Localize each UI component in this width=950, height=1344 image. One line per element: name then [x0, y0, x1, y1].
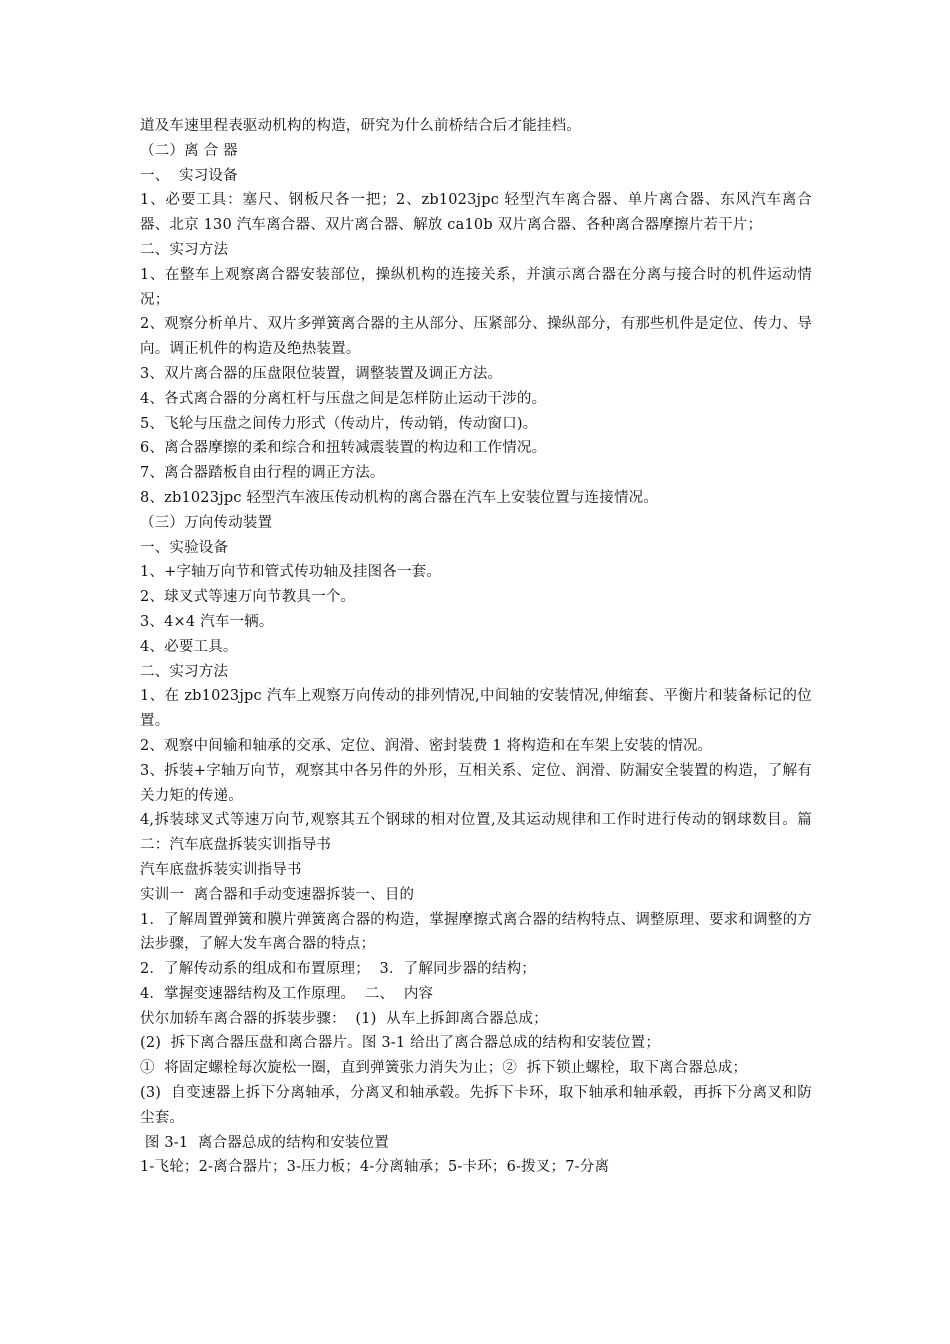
subsection-heading: 一、实验设备 — [140, 539, 229, 556]
text-line: 7、离合器踏板自由行程的调正方法。 — [140, 465, 385, 482]
text-line: 1、+字轴万向节和管式传功轴及挂图各一套。 — [140, 564, 442, 581]
document-title: 汽车底盘拆装实训指导书 — [140, 861, 302, 878]
text-line: 4．掌握变速器结构及工作原理。 二、 内容 — [140, 985, 434, 1002]
section-heading: 实训一 离合器和手动变速器拆装一、目的 — [140, 886, 415, 903]
text-line: 2、观察中间输和轴承的交承、定位、润滑、密封装费 1 将构造和在车架上安装的情况。 — [140, 737, 713, 754]
section-heading: （三）万向传动装置 — [140, 514, 273, 531]
text-line: 4、各式离合器的分离杠杆与压盘之间是怎样防止运动干涉的。 — [140, 390, 547, 407]
text-line: 8、zb1023jpc 轻型汽车液压传动机构的离合器在汽车上安装位置与连接情况。 — [140, 489, 659, 506]
subsection-heading: 二、实习方法 — [140, 663, 229, 680]
text-line: 6、离合器摩擦的柔和综合和扭转减震装置的构边和工作情况。 — [140, 440, 547, 457]
figure-caption: 图 3-1 离合器总成的结构和安装位置 — [140, 1134, 389, 1151]
text-line: 4、必要工具。 — [140, 638, 238, 655]
text-line: 2、观察分析单片、双片多弹簧离合器的主从部分、压紧部分、操纵部分，有那些机件是定位、传力、导向。调正机件的构造及绝热装置。 — [140, 316, 812, 358]
text-line: 2、球叉式等速万向节教具一个。 — [140, 589, 356, 606]
document-body — [140, 114, 812, 1180]
section-heading: （二）离 合 器 — [140, 142, 238, 159]
subsection-heading: 一、 实习设备 — [140, 167, 238, 184]
text-line: 1、在整车上观察离合器安装部位，操纵机构的连接关系，并演示离合器在分离与接合时的机件运动情况； — [140, 266, 812, 308]
text-line: 2．了解传动系的组成和布置原理； 3．了解同步器的结构； — [140, 961, 536, 978]
text-line: 4,拆装球叉式等速万向节,观察其五个钢球的相对位置,及其运动规律和工作时进行传动的钢球数目。篇二：汽车底盘拆装实训指导书 — [140, 812, 812, 854]
text-line: 1、必要工具：塞尺、钢板尺各一把；2、zb1023jpc 轻型汽车离合器、单片离合器、东风汽车离合器、北京 130 汽车离合器、双片离合器、解放 ca10b 双片离合器、各种离合器摩擦片若干片； — [140, 192, 812, 234]
text-line: 1-飞轮；2-离合器片；3-压力板；4-分离轴承；5-卡环；6-拨叉；7-分离 — [140, 1159, 610, 1176]
text-line: 1．了解周置弹簧和膜片弹簧离合器的构造，掌握摩擦式离合器的结构特点、调整原理、要求和调整的方法步骤，了解大发车离合器的特点； — [140, 911, 812, 953]
text-line: 5、飞轮与压盘之间传力形式（传动片，传动销，传动窗口)。 — [140, 415, 538, 432]
subsection-heading: 二、实习方法 — [140, 241, 229, 258]
text-line: 3、拆装+字轴万向节，观察其中各另件的外形，互相关系、定位、润滑、防漏安全装置的构造，了解有关力矩的传递。 — [140, 762, 812, 804]
text-line: 3、4×4 汽车一辆。 — [140, 613, 274, 630]
text-line: 伏尔加轿车离合器的拆装步骤： (1) 从车上拆卸离合器总成； — [140, 1010, 548, 1027]
text-line: 道及车速里程表驱动机构的构造，研究为什么前桥结合后才能挂档。 — [140, 118, 581, 134]
text-line: (2) 拆下离合器压盘和离合器片。图 3-1 给出了离合器总成的结构和安装位置； — [140, 1035, 661, 1052]
text-line: (3) 自变速器上拆下分离轴承，分离叉和轴承毂。先拆下卡环，取下轴承和轴承毂，再拆下分离叉和防尘套。 — [140, 1085, 812, 1126]
text-line: 3、双片离合器的压盘限位装置，调整装置及调正方法。 — [140, 365, 503, 382]
text-line: 1、在 zb1023jpc 汽车上观察万向传动的排列情况,中间轴的安装情况,伸缩套、平衡片和装备标记的位置。 — [140, 688, 812, 730]
text-line: ① 将固定螺栓每次旋松一圈，直到弹簧张力消失为止；② 拆下锁止螺栓，取下离合器总成； — [140, 1060, 748, 1077]
